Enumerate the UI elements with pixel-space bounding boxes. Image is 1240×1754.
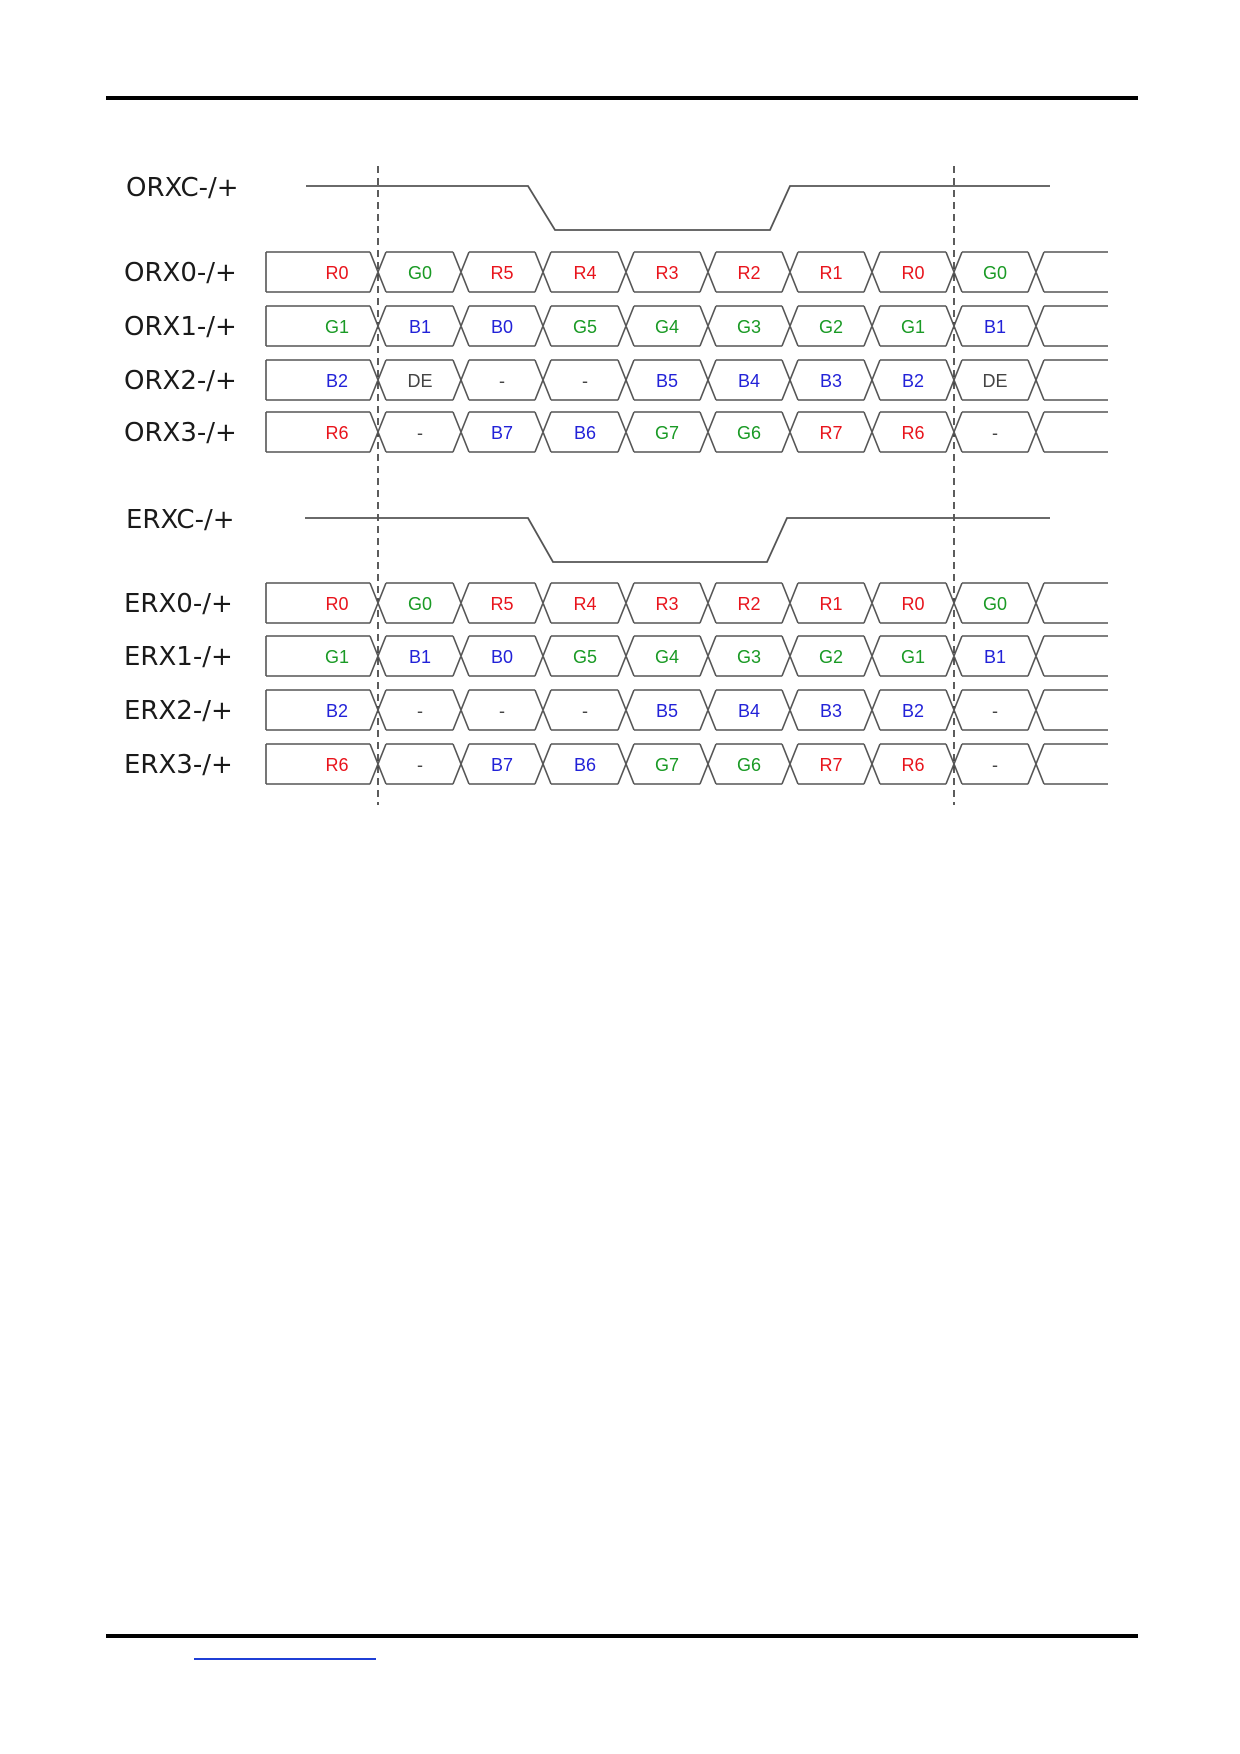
bit-cell-label: - [417,755,423,775]
bit-cell-label: G1 [900,317,926,337]
bit-cell-label: G7 [654,423,680,443]
bit-cell-label: B4 [737,701,761,721]
clock-label: ERXC-/+ [126,505,235,535]
bit-cell-label: G0 [982,263,1008,283]
bit-cell-label: G1 [900,647,926,667]
footer-link[interactable] [194,1640,376,1660]
bit-cell-label: B6 [573,755,597,775]
lane-label: ERX2-/+ [124,696,233,726]
lane-label: ERX1-/+ [124,642,233,672]
bit-cell-label: R0 [325,594,349,614]
bit-cell-label: R2 [737,594,761,614]
bit-cell-label: - [582,371,588,391]
bit-cell-label: R6 [901,755,925,775]
bit-cell-label: G1 [324,317,350,337]
lane-waveform [266,744,1108,784]
bit-cell-label: B1 [983,647,1007,667]
bit-cell-label: G1 [324,647,350,667]
bit-cell-label: G0 [407,594,433,614]
bit-cell-label: B2 [901,701,925,721]
clock-waveform [306,186,1050,230]
lane-waveform [266,636,1108,676]
bit-cell-label: R6 [901,423,925,443]
bit-cell-label: B1 [983,317,1007,337]
bit-cell-label: G2 [818,647,844,667]
bit-cell-label: R4 [573,594,597,614]
lane-waveform [266,412,1108,452]
bit-cell-label: R1 [819,263,843,283]
bit-cell-label: G4 [654,317,680,337]
bit-cell-label: - [582,701,588,721]
clock-waveform [305,518,1050,562]
bit-cell-label: R5 [490,263,514,283]
bit-cell-label: G6 [736,423,762,443]
bit-cell-label: R2 [737,263,761,283]
bit-cell-label: - [992,701,998,721]
bit-cell-label: G2 [818,317,844,337]
bit-cell-label: R5 [490,594,514,614]
bit-cell-label: B4 [737,371,761,391]
bit-cell-label: G6 [736,755,762,775]
bit-cell-label: B3 [819,371,843,391]
bit-cell-label: G5 [572,317,598,337]
bit-cell-label: G3 [736,317,762,337]
bit-cell-label: G3 [736,647,762,667]
bit-cell-label: DE [982,371,1008,391]
bit-cell-label: R0 [325,263,349,283]
bit-cell-label: - [499,701,505,721]
bit-cell-label: - [992,423,998,443]
bit-cell-label: - [417,701,423,721]
bit-cell-label: B2 [901,371,925,391]
bit-cell-label: B7 [490,755,514,775]
bit-cell-label: B1 [408,317,432,337]
bit-cell-label: R6 [325,755,349,775]
bit-cell-label: B3 [819,701,843,721]
bit-cell-label: R0 [901,594,925,614]
lane-label: ORX1-/+ [124,312,237,342]
lane-label: ORX3-/+ [124,418,237,448]
lane-waveform [266,252,1108,292]
bit-cell-label: B0 [490,647,514,667]
bit-cell-label: R0 [901,263,925,283]
bit-cell-label: G0 [407,263,433,283]
bit-cell-label: R3 [655,594,679,614]
lane-label: ORX2-/+ [124,366,237,396]
lane-label: ORX0-/+ [124,258,237,288]
bit-cell-label: G0 [982,594,1008,614]
lane-waveform [266,306,1108,346]
bit-cell-label: R3 [655,263,679,283]
bit-cell-label: B5 [655,701,679,721]
bit-cell-label: R7 [819,423,843,443]
bit-cell-label: - [992,755,998,775]
bit-cell-label: DE [407,371,433,391]
bit-cell-label: B7 [490,423,514,443]
lane-waveform [266,583,1108,623]
lane-label: ERX3-/+ [124,750,233,780]
bit-cell-label: G4 [654,647,680,667]
bit-cell-label: - [499,371,505,391]
bit-cell-label: R4 [573,263,597,283]
bit-cell-label: B5 [655,371,679,391]
footer-rule [106,1634,1138,1638]
lane-waveform [266,690,1108,730]
bit-cell-label: B2 [325,371,349,391]
bit-cell-label: B0 [490,317,514,337]
bit-cell-label: B1 [408,647,432,667]
bit-cell-label: - [417,423,423,443]
bit-cell-label: R7 [819,755,843,775]
bit-cell-label: B2 [325,701,349,721]
bit-cell-label: G7 [654,755,680,775]
clock-label: ORXC-/+ [126,173,239,203]
bit-cell-label: R1 [819,594,843,614]
bit-cell-label: B6 [573,423,597,443]
lane-label: ERX0-/+ [124,589,233,619]
bit-cell-label: G5 [572,647,598,667]
bit-cell-label: R6 [325,423,349,443]
